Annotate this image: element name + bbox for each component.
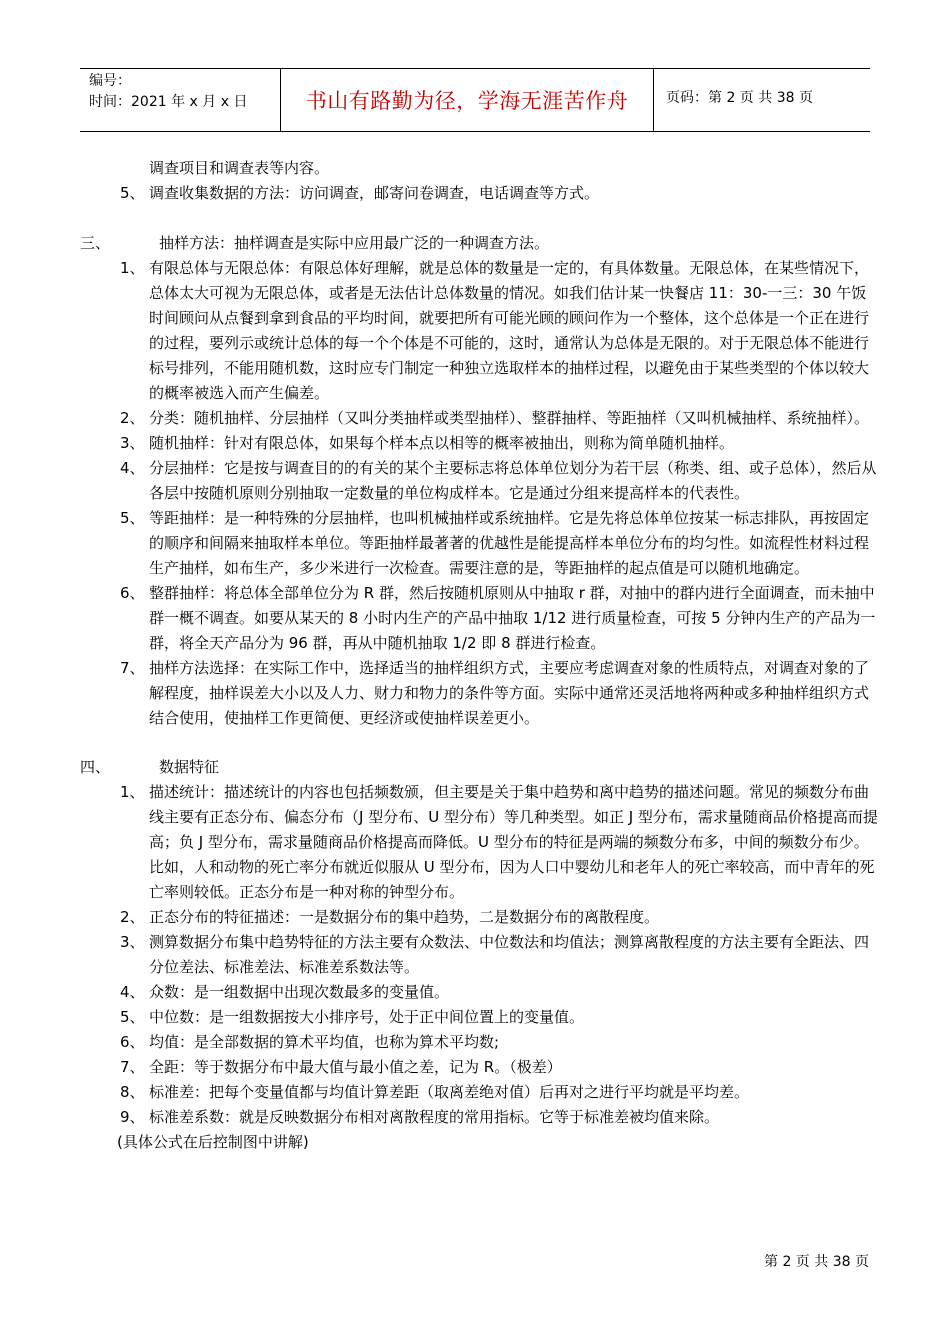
item-number: 4、 <box>120 983 145 1001</box>
item-number: 5、 <box>120 1008 145 1026</box>
item-number: 9、 <box>120 1108 145 1126</box>
list-item <box>80 656 879 731</box>
list-item <box>80 1105 879 1130</box>
item-text: 分类：随机抽样、分层抽样（又叫分类抽样或类型抽样）、整群抽样、等距抽样（又叫机械抽样、系统抽样）。 <box>149 409 870 427</box>
section-heading <box>80 231 880 256</box>
section-title: 数据特征 <box>159 758 220 776</box>
list-item <box>80 930 879 980</box>
list-item <box>80 406 879 431</box>
header-meta <box>80 69 281 131</box>
section-4 <box>80 755 880 1155</box>
item-text: 抽样方法选择：在实际工作中，选择适当的抽样组织方式，主要应考虑调查对象的性质特点，对调查对象的了解程度，抽样误差大小以及人力、财力和物力的条件等方面。实际中通常还灵活地将两种或多种抽样组织方式结合使用，使抽样工作更简便、更经济或使抽样误差更小。 <box>149 659 870 727</box>
item-number: 1、 <box>120 259 145 277</box>
section-title: 抽样方法：抽样调查是实际中应用最广泛的一种调查方法。 <box>159 234 550 252</box>
header-motto: 书山有路勤为径，学海无涯苦作舟 <box>281 69 654 131</box>
item-text: 分层抽样：它是按与调查目的的有关的某个主要标志将总体单位划分为若干层（称类、组、或子总体），然后从各层中按随机原则分别抽取一定数量的单位构成样本。它是通过分组来提高样本的代表性。 <box>149 459 877 502</box>
item-text: 全距：等于数据分布中最大值与最小值之差，记为 R。（极差） <box>149 1058 562 1076</box>
item-text: 等距抽样：是一种特殊的分层抽样，也叫机械抽样或系统抽样。它是先将总体单位按某一标志排队，再按固定的顺序和间隔来抽取样本单位。等距抽样最著著的优越性是能提高样本单位分布的均匀性。如流程性材料过程生产抽样，如布生产，多少米进行一次检查。需要注意的是，等距抽样的起点值是可以随机地确定。 <box>149 509 870 577</box>
list-item <box>80 1080 879 1105</box>
list-item <box>80 181 879 206</box>
item-number: 8、 <box>120 1083 145 1101</box>
item-text: 随机抽样：针对有限总体，如果每个样本点以相等的概率被抽出，则称为简单随机抽样。 <box>149 434 735 452</box>
item-number: 5、 <box>120 184 145 202</box>
list-item <box>80 256 879 406</box>
item-text: 标准差：把每个变量值都与均值计算差距（取离差绝对值）后再对之进行平均就是平均差。 <box>149 1083 750 1101</box>
item-number: 7、 <box>120 1058 145 1076</box>
list-item <box>80 905 879 930</box>
item-number: 6、 <box>120 584 145 602</box>
section-heading <box>80 755 880 780</box>
item-text: 中位数：是一组数据按大小排序号，处于正中间位置上的变量值。 <box>149 1008 585 1026</box>
item-text: 有限总体与无限总体：有限总体好理解，就是总体的数量是一定的，有具体数量。无限总体，在某些情况下，总体太大可视为无限总体，或者是无法估计总体数量的情况。如我们估计某一快餐店 11：30-一三：30 午饭时间顾问从点餐到拿到食品的平均时间，就要把所有可能光顾的顾问作为一个整体，这个总体是一个正在进行的过程，要列示或统计总体的每一个个体是不可能的，这时，通常认为总体是无限的。对于无限总体不能进行标号排列，不能用随机数，这时应专门制定一种独立选取样本的抽样过程，以避免由于某些类型的个体以较大的概率被选入而产生偏差。 <box>149 259 870 402</box>
item-text: 调查收集数据的方法：访问调查，邮寄问卷调查，电话调查等方式。 <box>149 184 600 202</box>
item-number: 3、 <box>120 434 145 452</box>
item-number: 6、 <box>120 1033 145 1051</box>
serial-label: 编号： <box>89 73 131 89</box>
item-text: 众数：是一组数据中出现次数最多的变量值。 <box>149 983 450 1001</box>
item-number: 4、 <box>120 459 145 477</box>
item-text: 标准差系数：就是反映数据分布相对离散程度的常用指标。它等于标准差被均值来除。 <box>149 1108 720 1126</box>
section-number: 三、 <box>80 234 111 252</box>
section-3 <box>80 231 880 731</box>
list-item <box>80 581 879 656</box>
list-item <box>80 506 879 581</box>
list-item <box>80 980 879 1005</box>
list-item <box>80 1055 879 1080</box>
header-page-code: 页码：第 2 页 共 38 页 <box>666 90 813 106</box>
item-text: 描述统计：描述统计的内容也包括频数颁，但主要是关于集中趋势和离中趋势的描述问题。常见的频数分布曲线主要有正态分布、偏态分布（J 型分布、U 型分布）等几种类型。如正 J 型分布，需求量随商品价格提高而提高；负 J 型分布，需求量随商品价格提高而降低。U 型分布的特征是两端的频数分布多，中间的频数分布少。比如，人和动物的死亡率分布就近似服从 U 型分布，因为人口中婴幼儿和老年人的死亡率较高，而中青年的死亡率则较低。正态分布是一种对称的钟型分布。 <box>149 783 878 901</box>
document-body <box>80 156 880 1155</box>
section-number: 四、 <box>80 758 111 776</box>
item-number: 2、 <box>120 908 145 926</box>
item-number: 7、 <box>120 659 145 677</box>
item-number: 5、 <box>120 509 145 527</box>
continuation-text: 调查项目和调查表等内容。 <box>149 159 330 177</box>
item-text: 均值：是全部数据的算术平均值，也称为算术平均数; <box>149 1033 500 1051</box>
item-text: 整群抽样：将总体全部单位分为 R 群，然后按随机原则从中抽取 r 群，对抽中的群内进行全面调查，而未抽中群一概不调查。如要从某天的 8 小时内生产的产品中抽取 1/12 进行质量检查，可按 5 分钟内生产的产品为一群，将全天产品分为 96 群，再从中随机抽取 1/2 即 8 群进行检查。 <box>149 584 876 652</box>
list-item <box>80 431 879 456</box>
list-item <box>80 780 879 905</box>
time-label: 时间：2021 年 x 月 x 日 <box>89 94 248 110</box>
list-item <box>80 1030 879 1055</box>
list-item <box>80 456 879 506</box>
item-number: 1、 <box>120 783 145 801</box>
formula-note: (具体公式在后控制图中讲解) <box>117 1133 309 1151</box>
item-text: 正态分布的特征描述：一是数据分布的集中趋势，二是数据分布的离散程度。 <box>149 908 660 926</box>
page-footer: 第 2 页 共 38 页 <box>764 1254 869 1270</box>
item-text: 测算数据分布集中趋势特征的方法主要有众数法、中位数法和均值法；测算离散程度的方法主要有全距法、四分位差法、标准差法、标准差系数法等。 <box>149 933 870 976</box>
item-number: 2、 <box>120 409 145 427</box>
item-number: 3、 <box>120 933 145 951</box>
list-item <box>80 1005 879 1030</box>
page-header <box>80 68 870 132</box>
